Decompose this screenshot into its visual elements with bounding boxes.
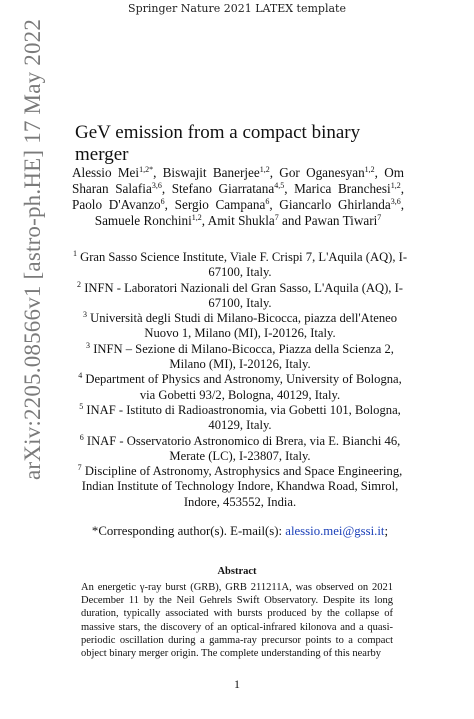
author-name: Amit Shukla <box>207 213 275 228</box>
author-name: Paolo D'Avanzo <box>72 197 161 212</box>
author-affiliation-mark: 3,6 <box>151 181 162 190</box>
author-affiliation-mark: 1,2 <box>364 165 375 174</box>
affiliation <box>70 403 410 434</box>
author-affiliation-mark: 3,6 <box>390 197 401 206</box>
author-name: Giancarlo Ghirlanda <box>279 197 391 212</box>
affiliation <box>70 372 410 403</box>
affiliation-text: Discipline of Astronomy, Astrophysics and Space Engineering, Indian Institute of Technology Indore, Khandwa Road, Simrol, Indore, 453552, India. <box>81 464 403 509</box>
affiliation-number: 5 <box>79 401 84 411</box>
affiliation <box>70 311 410 342</box>
affiliation-number: 4 <box>78 371 83 381</box>
author-name: Pawan Tiwari <box>304 213 378 228</box>
affiliation <box>70 250 410 281</box>
affiliation-text: Department of Physics and Astronomy, University of Bologna, via Gobetti 93/2, Bologna, 40129, Italy. <box>85 372 402 402</box>
affiliation-number: 7 <box>77 463 82 473</box>
affiliation-text: Gran Sasso Science Institute, Viale F. Crispi 7, L'Aquila (AQ), I-67100, Italy. <box>80 250 408 280</box>
author-name: Marica Branchesi <box>294 181 391 196</box>
running-header: Springer Nature 2021 LATEX template <box>128 2 346 15</box>
author-affiliation-mark: 7 <box>274 213 279 222</box>
arxiv-identifier: arXiv:2205.08566v1 [astro-ph.HE] 17 May 2022 <box>20 18 45 480</box>
affiliation-text: INAF - Istituto di Radioastronomia, via Gobetti 101, Bologna, 40129, Italy. <box>86 402 401 433</box>
author-name: Gor Oganesyan <box>279 165 365 180</box>
author-affiliation-mark: 1,2 <box>259 165 270 174</box>
author-name: Samuele Ronchini <box>94 213 192 228</box>
paper-title: GeV emission from a compact binary merger <box>75 122 361 165</box>
corresponding-suffix: ; <box>384 524 389 538</box>
author-affiliation-mark: 1,2* <box>139 165 154 174</box>
author-affiliation-mark: 1,2 <box>191 213 202 222</box>
email-link[interactable]: alessio.mei@gssi.it <box>285 524 385 538</box>
abstract-heading: Abstract <box>217 566 257 577</box>
author-list: Alessio Mei$^{1,2*}$, Biswajit Banerjee$^{1,2}$, Gor Oganesyan$^{1,2}$, Om Sharan Salafia$^{3,6}$, Stefano Giarratana$^{4,5}$, Marica Branchesi$^{1,2}$, Paolo D'Avanzo$^6$, Sergio Campana$^6$, Giancarlo Ghirlanda$^{3,6}$, Samuele Ronchini$^{1,2}$, Amit Shukla$^7$ and Pawan Tiwari$^7$ <box>72 165 405 228</box>
author-name: Biswajit Banerjee <box>162 165 260 180</box>
author-name: Om Sharan Salafia <box>72 165 405 196</box>
abstract-body: An energetic γ-ray burst (GRB), GRB 211211A, was observed on 2021 December 11 by the Neil Gehrels Swift Observatory. Despite its long duration, typically associated with bursts produced by the collapse of massive stars, the discovery of an optical-infrared kilonova and a quasi-periodic oscillation during a gamma-ray precursor points to a compact object binary merger origin. The complete understanding of this nearby <box>81 582 393 660</box>
affiliation-number: 6 <box>79 432 84 442</box>
author-affiliation-mark: 6 <box>160 197 165 206</box>
author-name: Alessio Mei <box>72 165 140 180</box>
affiliation-number: 3 <box>86 340 91 350</box>
author-affiliation-mark: 4,5 <box>274 181 285 190</box>
affiliation-text: INFN – Sezione di Milano-Bicocca, Piazza della Scienza 2, Milano (MI), I-20126, Italy. <box>93 341 394 372</box>
page-number: 1 <box>234 677 240 691</box>
affiliation-number: 3 <box>82 310 87 320</box>
affiliation-number: 1 <box>72 249 77 258</box>
affiliation-number: 2 <box>77 279 82 289</box>
affiliation <box>70 281 410 312</box>
corresponding-label: *Corresponding author(s). E-mail(s): <box>91 524 286 538</box>
author-affiliation-mark: 7 <box>377 213 382 222</box>
author-name: Stefano Giarratana <box>171 181 275 196</box>
affiliation <box>70 434 410 465</box>
author-affiliation-mark: 6 <box>265 197 270 206</box>
affiliation-text: INAF - Osservatorio Astronomico di Brera, via E. Bianchi 46, Merate (LC), I-23807, Italy. <box>86 433 401 463</box>
author-name: Sergio Campana <box>174 197 266 212</box>
affiliation <box>70 464 410 510</box>
affiliation-list <box>70 250 410 510</box>
author-affiliation-mark: 1,2 <box>390 181 401 190</box>
affiliation <box>70 342 410 373</box>
affiliation-text: Università degli Studi di Milano-Bicocca, piazza dell'Ateneo Nuovo 1, Milano (MI), I-20126, Italy. <box>90 311 398 341</box>
affiliation-text: INFN - Laboratori Nazionali del Gran Sasso, L'Aquila (AQ), I-67100, Italy. <box>84 280 403 310</box>
corresponding-author <box>60 524 420 539</box>
